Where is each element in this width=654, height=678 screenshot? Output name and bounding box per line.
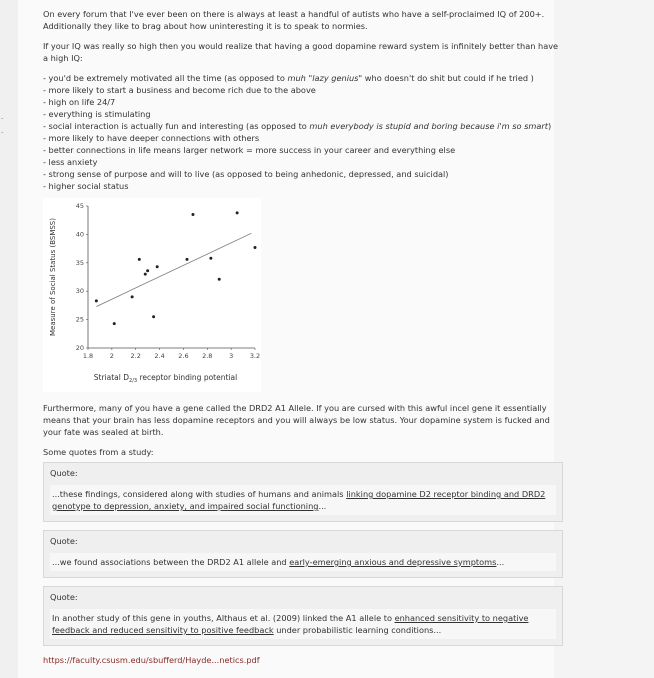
- data-point: [236, 211, 239, 214]
- data-point: [152, 315, 155, 318]
- post-container: [18, 0, 559, 678]
- list-item: [43, 96, 563, 108]
- y-tick-label: 40: [75, 230, 84, 239]
- x-tick-label: 2.4: [154, 352, 165, 360]
- list-item-text: - better connections in life means larger network = more success in your career and everything else: [43, 145, 456, 155]
- list-item-text: - high on life 24/7: [43, 97, 116, 107]
- source-link[interactable]: https://faculty.csusm.edu/sbufferd/Hayde...netics.pdf: [43, 655, 260, 665]
- x-axis-label: [94, 373, 237, 384]
- y-tick-label: 25: [75, 315, 84, 324]
- y-tick-label: 30: [75, 287, 84, 296]
- quote-body: [50, 485, 556, 515]
- list-item: [43, 156, 563, 168]
- x-axis-label-subscript: 2/3: [129, 378, 138, 384]
- list-item-text: - less anxiety: [43, 157, 98, 167]
- scatter-chart: [43, 198, 261, 392]
- post-paragraph-iq: If your IQ was really so high then you would realize that having a good dopamine reward system is infinitely better than have a high IQ:: [43, 41, 559, 63]
- data-point: [156, 265, 159, 268]
- y-tick-label: 45: [75, 202, 84, 210]
- list-item-text: - strong sense of purpose and will to live (as opposed to being anhedonic, depressed, and suicidal): [43, 169, 449, 179]
- x-tick-label: 3.2: [249, 352, 261, 360]
- list-item-text: - everything is stimulating: [43, 109, 151, 119]
- gutter-marks: [0, 0, 18, 678]
- quote-underlined-text: linking dopamine D2 receptor binding and DRD2 genotype to depression, anxiety, and impaired social functioning: [52, 489, 546, 511]
- list-item: [43, 144, 563, 156]
- data-point: [254, 246, 257, 249]
- gutter-mark: ·: [1, 129, 4, 137]
- x-tick-label: 1.8: [82, 352, 94, 360]
- data-point: [218, 278, 221, 281]
- quote-text-tail: ...: [496, 557, 505, 567]
- list-item-text: - social interaction is actually fun and interesting (as opposed to: [43, 121, 310, 131]
- data-point: [146, 269, 149, 272]
- list-item: [43, 120, 563, 132]
- list-item-text-tail: ): [547, 121, 552, 131]
- quote-underlined-text: early-emerging anxious and depressive symptoms: [289, 557, 497, 567]
- post-paragraph-gene: Furthermore, many of you have a gene called the DRD2 A1 Allele. If you are cursed with this awful incel gene it essentially means that your brain has less dopamine receptors and you will always be low status. Your dopamine system is fucked and your fate was sealed at birth.: [43, 403, 550, 437]
- quote-underlined-text: enhanced sensitivity to negative feedback and reduced sensitivity to positive feedback: [52, 613, 529, 635]
- x-tick-label: 2.6: [178, 352, 189, 360]
- quote-body: [50, 609, 556, 639]
- quote-block: [43, 586, 563, 646]
- list-item-emphasis: muh "lazy genius": [287, 73, 363, 83]
- quotes-intro: Some quotes from a study:: [43, 447, 154, 457]
- y-tick-label: 35: [75, 258, 84, 267]
- list-item-text: - more likely to start a business and become rich due to the above: [43, 85, 316, 95]
- y-axis-label: Measure of Social Status (BSMSS): [49, 218, 57, 336]
- list-item: [43, 180, 563, 192]
- quote-header: Quote:: [50, 468, 78, 478]
- data-point: [131, 295, 134, 298]
- list-item: [43, 132, 563, 144]
- data-point: [144, 273, 147, 276]
- list-item-text-tail: who doesn't do shit but could if he tried ): [362, 73, 534, 83]
- quote-text-tail: ...: [318, 501, 327, 511]
- quotes-section: [43, 462, 563, 646]
- list-item: [43, 108, 563, 120]
- post-intro: On every forum that I've ever been on there is always at least a handful of autists who have a self-proclaimed IQ of 200+. Additionally they like to brag about how uninteresting it is to speak to normies.: [43, 9, 545, 31]
- x-tick-label: 2: [109, 352, 114, 360]
- trend-line: [96, 233, 251, 306]
- gutter-mark: ·: [1, 115, 4, 123]
- x-tick-label: 2.2: [130, 352, 141, 360]
- list-item: [43, 84, 563, 96]
- data-point: [191, 213, 194, 216]
- benefits-list: [43, 72, 563, 192]
- data-point: [113, 322, 116, 325]
- quote-header: Quote:: [50, 536, 78, 546]
- quote-body: [50, 553, 556, 571]
- data-point: [95, 299, 98, 302]
- list-item-text: - you'd be extremely motivated all the time (as opposed to: [43, 73, 288, 83]
- data-point: [209, 257, 212, 260]
- scatter-chart-svg: [43, 198, 261, 392]
- y-tick-label: 20: [75, 344, 84, 352]
- quote-text: ...we found associations between the DRD2 A1 allele and: [52, 557, 290, 567]
- quote-text-tail: under probabilistic learning conditions...: [273, 625, 442, 635]
- quote-header: Quote:: [50, 592, 78, 602]
- data-point: [138, 258, 141, 261]
- list-item-text: - more likely to have deeper connections with others: [43, 133, 260, 143]
- list-item-text: - higher social status: [43, 181, 129, 191]
- x-tick-label: 2.8: [202, 352, 213, 360]
- quote-block: [43, 462, 563, 522]
- list-item: [43, 168, 563, 180]
- quote-text: ...these findings, considered along with studies of humans and animals: [52, 489, 347, 499]
- list-item-emphasis: muh everybody is stupid and boring because i'm so smart: [309, 121, 548, 131]
- post-body: [43, 8, 563, 666]
- x-axis-label-rest: receptor binding potential: [137, 373, 238, 382]
- data-point: [186, 258, 189, 261]
- quote-block: [43, 530, 563, 578]
- x-axis-label-main: Striatal D: [93, 373, 130, 382]
- quote-text: In another study of this gene in youths, Althaus et al. (2009) linked the A1 allele to: [52, 613, 395, 623]
- list-item: [43, 72, 563, 84]
- x-tick-label: 3: [229, 352, 234, 360]
